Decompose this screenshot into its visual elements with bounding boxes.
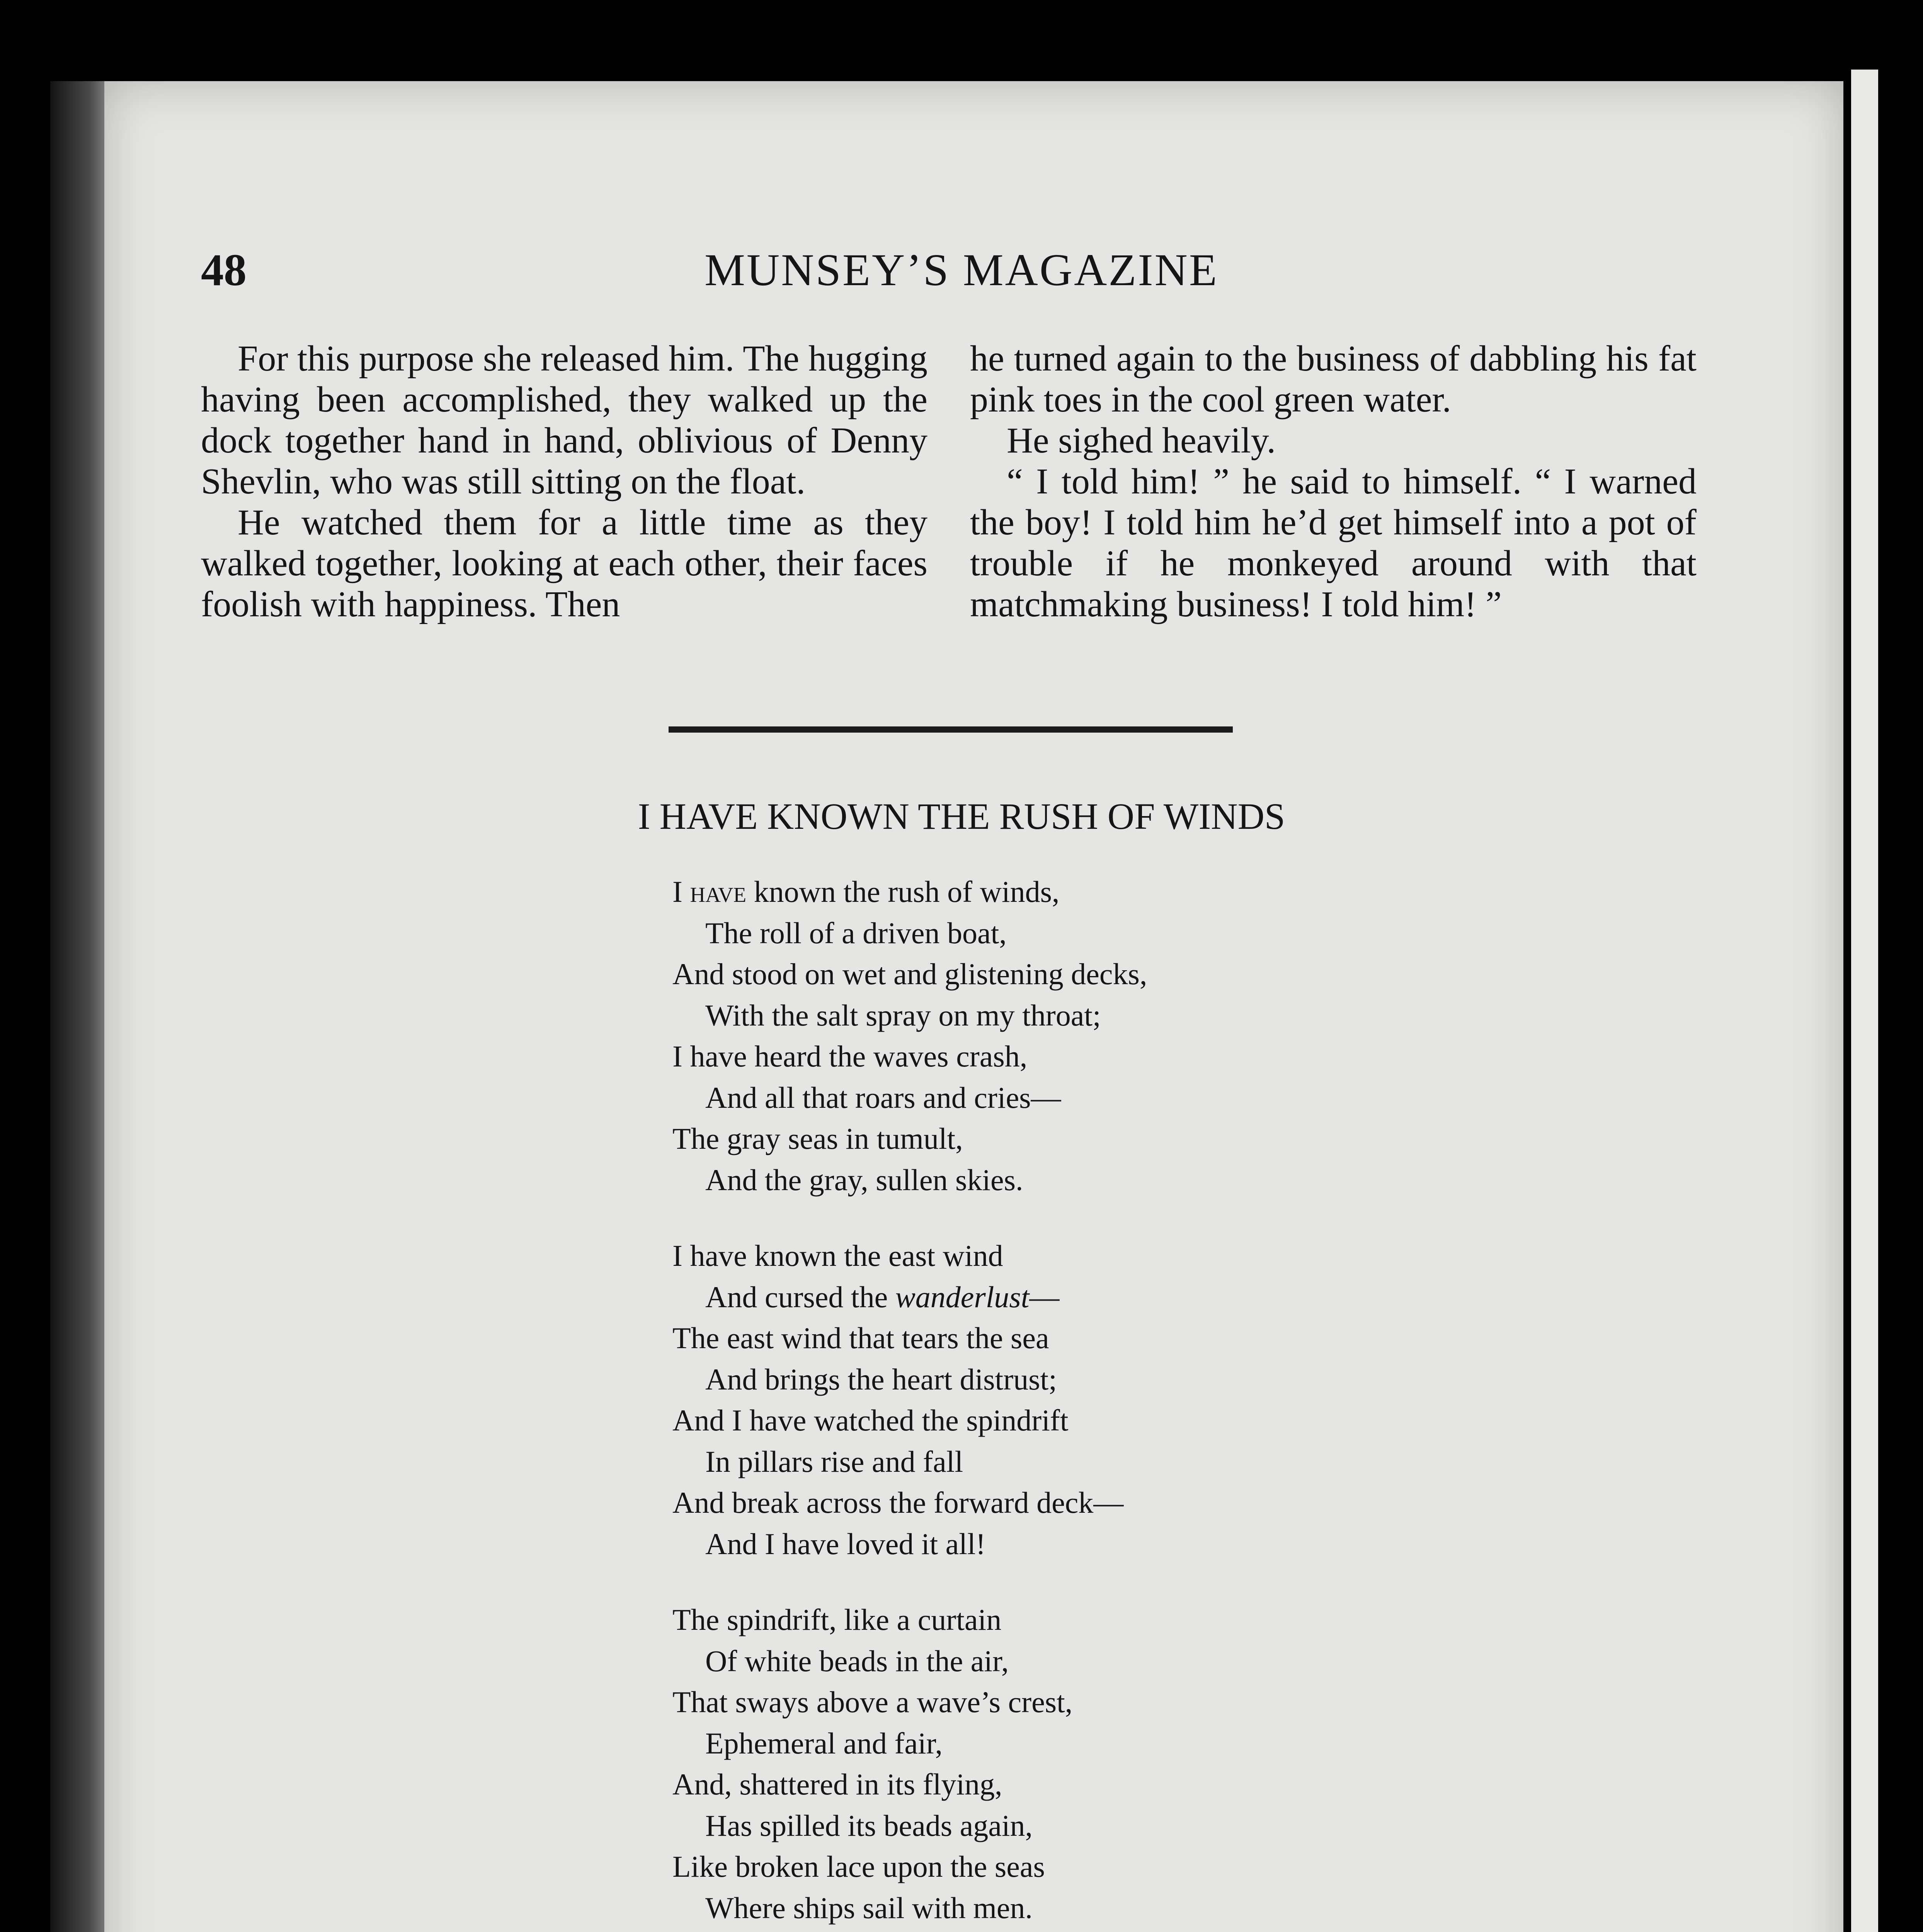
poem-line: Like broken lace upon the seas: [672, 1850, 1045, 1883]
poem-line: The roll of a driven boat,: [705, 916, 1007, 950]
poem-line: Ephemeral and fair,: [705, 1726, 943, 1760]
poem-line: And I have loved it all!: [705, 1527, 986, 1561]
poem-line: And brings the heart distrust;: [705, 1362, 1057, 1396]
poem-line: The east wind that tears the sea: [672, 1321, 1049, 1355]
poem-line: In pillars rise and fall: [705, 1444, 963, 1478]
poem-title: I HAVE KNOWN THE RUSH OF WINDS: [638, 796, 1285, 837]
poem-body: [672, 871, 1639, 1932]
poem-line: Of white beads in the air,: [705, 1644, 1009, 1678]
poem-line: I have known the east wind: [672, 1239, 1003, 1272]
story-paragraph-continued: he turned again to the business of dabbling his fat pink toes in the cool green water.: [970, 338, 1697, 420]
poem-stanza: [672, 1235, 1639, 1565]
poem-stanza: [672, 871, 1639, 1201]
poem-line: The gray seas in tumult,: [672, 1122, 963, 1155]
poem-line: I have known the rush of winds,: [672, 875, 1060, 908]
story-left-column: [201, 338, 927, 625]
poem-line: And stood on wet and glistening decks,: [672, 957, 1147, 991]
poem-line: And the gray, sullen skies.: [705, 1163, 1023, 1197]
poem-line: That sways above a wave’s crest,: [672, 1685, 1073, 1719]
story-paragraph: He watched them for a little time as they walked together, looking at each other, their faces foolish with happiness. Then: [201, 502, 927, 624]
poem-line: Where ships sail with men.: [705, 1891, 1033, 1925]
poem-line: I have heard the waves crash,: [672, 1039, 1028, 1073]
poem-line: And all that roars and cries—: [705, 1080, 1061, 1114]
running-title: MUNSEY’S MAGAZINE: [705, 245, 1218, 295]
poem-line: And break across the forward deck—: [672, 1486, 1124, 1519]
story-right-column: [970, 338, 1697, 625]
poem-line: And cursed the wanderlust—: [705, 1280, 1060, 1314]
poem-line: With the salt spray on my throat;: [705, 998, 1101, 1032]
poem-line: Has spilled its beads again,: [705, 1808, 1033, 1842]
story-paragraph: He sighed heavily.: [1007, 420, 1276, 461]
story-paragraph: “ I told him! ” he said to himself. “ I warned the boy! I told him he’d get himself into a pot of trouble if he monkeyed around with that matchmaking business! I told him! ”: [970, 461, 1697, 624]
poem-line: And, shattered in its flying,: [672, 1767, 1002, 1801]
poem-line: The spindrift, like a curtain: [672, 1603, 1002, 1636]
poem-stanza: [672, 1599, 1639, 1929]
section-divider-rule: [669, 726, 1233, 733]
page-number: 48: [201, 245, 247, 295]
facing-page-edge: [1851, 70, 1878, 1932]
story-paragraph: For this purpose she released him. The hugging having been accomplished, they walked up the dock together hand in hand, oblivious of Denny Shevlin, who was still sitting on the float.: [201, 338, 927, 502]
poem-line: And I have watched the spindrift: [672, 1403, 1069, 1437]
